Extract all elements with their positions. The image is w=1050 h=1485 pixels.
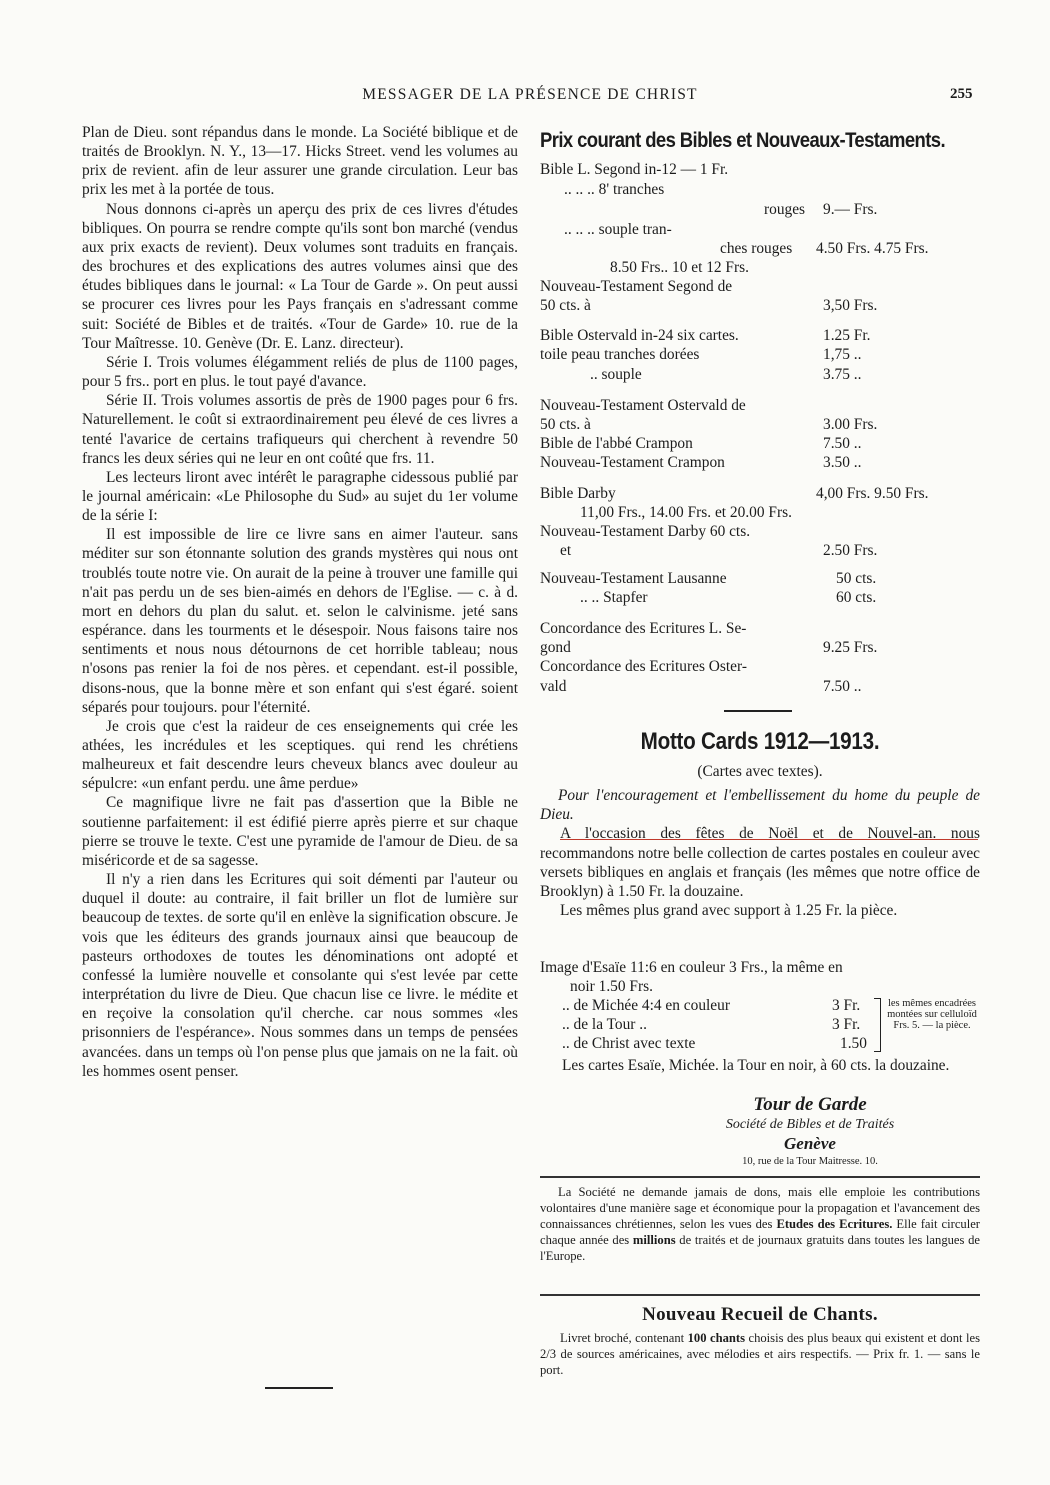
price-line: Bible de l'abbé Crampon: [540, 435, 693, 452]
signature-block: [640, 1094, 980, 1167]
paragraph: Ce magnifique livre ne fait pas d'assertion que la Bible ne soutienne parfaitement: il est édifié pierre après pierre et sur chaque pierre se trouve le texte. C'est une pyramide de l'amour de Dieu. de sa miséricorde et de sa sagesse.: [82, 794, 518, 869]
left-column: [82, 123, 518, 1081]
image-list: [540, 958, 980, 1052]
price-value: 3,50 Frs.: [823, 297, 878, 314]
price-value: 9.25 Frs.: [823, 639, 878, 656]
notice-text: de traités et de journaux gratuits dans toutes les langues de l'Europe.: [540, 1233, 980, 1263]
price-line: Bible L. Segond in-12 — 1 Fr.: [540, 161, 729, 178]
price-list-heading-wrap: [540, 128, 980, 157]
signature-name: Tour de Garde: [753, 1094, 867, 1115]
price-value: 50 cts.: [836, 570, 877, 587]
signature-society: Société de Bibles et de Traités: [725, 1117, 895, 1132]
notice-text: La Société ne demande jamais de dons, mais elle emploie les contributions volontaires d'une manière sage et économique pour la propagation et l'avancement des connaissances chrétiennes, selon les vues des: [540, 1185, 980, 1231]
end-rule: [265, 1387, 333, 1389]
price-line: Nouveau-Testament Darby 60 cts.: [540, 523, 751, 540]
notice: [540, 1184, 980, 1264]
price-line: et: [560, 542, 572, 559]
paragraph: Plan de Dieu. sont répandus dans le monde. La Société biblique et de traités de Brooklyn. N. Y., 13—17. Hicks Street. vend les volumes au prix de revient. afin de leur assurer une grande circulation. Leur bas prix les met à la portée de tous.: [82, 124, 518, 199]
price-value: 3.75 ..: [823, 366, 862, 383]
notice-emphasis: Etudes des Ecritures.: [776, 1217, 893, 1231]
price-value: 3.50 ..: [823, 454, 862, 471]
price-line: .. .. Stapfer: [580, 589, 648, 606]
paragraph: Je crois que c'est la raideur de ces enseignements qui crée les athées, les incrédules et les sceptiques. qui rend les chrétiens malheureux et fait descendre leurs cheveux blancs avec douleur au sépulcre: «un enfant perdu. une âme perdue»: [82, 717, 518, 793]
price-line: vald: [540, 678, 567, 695]
motto-subtitle: (Cartes avec textes).: [697, 763, 823, 780]
price-line: .. .. .. 8' tranches: [564, 181, 665, 198]
price-value: 1.25 Fr.: [823, 327, 871, 344]
price-line: 50 cts. à: [540, 416, 591, 433]
signature-city: Genève: [784, 1134, 836, 1153]
page-number: 255: [950, 86, 973, 102]
price-line: gond: [540, 639, 571, 656]
price-line: Bible Darby: [540, 485, 616, 502]
notice-top-rule: [540, 1176, 980, 1178]
recueil-text-part: Livret broché, contenant: [560, 1331, 688, 1345]
price-value: 2.50 Frs.: [823, 542, 878, 559]
motto-title: Motto Cards 1912—1913.: [640, 728, 880, 755]
notice-emphasis: millions: [632, 1233, 676, 1247]
price-line: Concordance des Ecritures Oster-: [540, 658, 747, 675]
price-line: .. .. .. souple tran-: [564, 221, 672, 238]
price-line: 50 cts. à: [540, 297, 591, 314]
image-line: Image d'Esaïe 11:6 en couleur 3 Frs., la même en: [540, 959, 843, 976]
price-line: 8.50 Frs.. 10 et 12 Frs.: [610, 259, 749, 276]
image-line: .. de la Tour ..: [562, 1016, 647, 1033]
paragraph: Il est impossible de lire ce livre sans en aimer l'auteur. sans méditer sur son étonnante solution des grands mystères qui nous ont troublés toute notre vie. On aurait de la peine à trouver une famille qui n'ait pas perdu un de ses bien-aimés en dehors de l'Eglise. — c. à d. mort en dehors du plan du salut. et. selon le calvinisme. jeté sans espérance. dans les tourments et le désespoir. Nous faisons taire nos sentiments et nous nous détournons de cet horrible tableau; nous n'osons pas renier la foi de nos pères. et cependant. est-il possible, disons-nous, que la bonne mère et son enfant qui s'est égaré. soient séparés pour toujours. pour l'éternité.: [82, 526, 518, 716]
price-line: .. souple: [590, 366, 642, 383]
price-line: Nouveau-Testament Ostervald de: [540, 397, 746, 414]
recueil-emphasis: 100 chants: [687, 1331, 745, 1345]
price-line: Nouveau-Testament Segond de: [540, 278, 733, 295]
motto-title-wrap: [540, 728, 980, 756]
price-value: 4.50 Frs. 4.75 Frs.: [816, 240, 929, 257]
motto-intro: Pour l'encouragement et l'embellissement du home du peuple de Dieu.: [540, 787, 980, 824]
price-line: rouges: [764, 201, 806, 218]
paragraph: Les lecteurs liront avec intérêt le paragraphe cidessous publié par le journal américain: «Le Philosophe du Sud» au sujet du 1er volume de la série I:: [82, 468, 518, 525]
motto-paragraph: A l'occasion des fêtes de Noël et de Nouvel-an. nous recommandons notre belle collection de cartes postales en couleur avec versets bibliques en anglais et français (les mêmes que notre office de Brooklyn) à 1.50 Fr. la douzaine.: [540, 825, 980, 900]
notice-bottom-rule: [540, 1294, 980, 1296]
price-value: 9.— Frs.: [823, 201, 878, 218]
recueil-text: [540, 1330, 980, 1378]
price-value: 60 cts.: [836, 589, 877, 606]
motto-paragraph: Les mêmes plus grand avec support à 1.25 Fr. la pièce.: [560, 902, 898, 920]
image-price: 1.50: [840, 1035, 867, 1052]
signature-address: 10, rue de la Tour Maitresse. 10.: [742, 1156, 878, 1167]
paragraph: Série I. Trois volumes élégamment reliés de plus de 1100 pages, pour 5 frs.. port en plus. le tout payé d'avance.: [82, 353, 518, 391]
motto-closing: [540, 1056, 980, 1075]
price-value: 1,75 ..: [823, 346, 862, 363]
red-underline: [560, 839, 978, 840]
price-value: 7.50 ..: [823, 678, 862, 695]
paragraph: Nous donnons ci-après un aperçu des prix de ces livres d'études bibliques. On pourra se rendre compte qu'ils sont bon marché (vendus aux prix exacts de revient). Deux volumes sont traduits en français. des brochures et des explications des autres volumes ainsi que des études bibliques dans le journal: « La Tour de Garde ». On peut aussi se procurer ces livres pour les Pays français en s'adressant comme suit: Société de Bibles et de traités. «Tour de Garde» 10. rue de la Tour Maîtresse. 10. Genève (Dr. E. Lanz. directeur).: [82, 200, 518, 352]
paragraph: Série II. Trois volumes assortis de près de 1900 pages pour 6 frs. Naturellement. le coût si extraordinairement peu élevé de ces livres a tenté l'avarice de certains trafiqueurs qui cherchent à revendre 50 francs les deux séries qui ne leur en ont coûté que frs. 11.: [82, 392, 518, 467]
image-price: 3 Fr.: [832, 1016, 861, 1033]
recueil-text-part: choisis des plus beaux qui existent et dont les 2/3 de sources américaines, avec mélodies et airs respectifs. — Prix fr. 1. — sans le port.: [540, 1331, 980, 1377]
paragraph: Il n'y a rien dans les Ecritures qui soit démenti par l'auteur ou duquel il doute: au contraire, il fait briller un flot de lumière sur beaucoup de textes. de sorte qu'il en enlève la signification obscure. Je vois que les éditeurs des grands journaux ainsi que beaucoup de pasteurs orthodoxes de toutes les dénominations ont adopté et confessé la lumière nouvelle et consolante qui s'est levée par cette interprétation du livre de Dieu. Que chacun lise ce livre. le médite et en reçoive la consolation qu'il cherche. car nous sommes «les prisonniers de l'espérance». Nous sommes dans un temps de pensées avancées. dans un temps où l'on pense plus que jamais on ne la fait. où les hommes osent penser.: [82, 871, 518, 1080]
price-line: Bible Ostervald in-24 six cartes.: [540, 327, 739, 344]
recueil-title: Nouveau Recueil de Chants.: [642, 1304, 878, 1325]
image-price: 3 Fr.: [832, 997, 861, 1014]
bracket-note: les mêmes encadrées montées sur celluloïd Frs. 5. — la pièce.: [887, 998, 977, 1031]
price-line: toile peau tranches dorées: [540, 346, 700, 363]
price-value: 7.50 ..: [823, 435, 862, 452]
price-list-title: Prix courant des Bibles et Nouveaux-Testaments.: [540, 128, 945, 152]
price-line: 11,00 Frs., 14.00 Frs. et 20.00 Frs.: [580, 504, 792, 521]
price-line: ches rouges: [720, 240, 793, 257]
motto-paragraph: Les cartes Esaïe, Michée. la Tour en noir, à 60 cts. la douzaine.: [562, 1057, 950, 1074]
notice-text: Elle fait circuler chaque année des: [540, 1217, 980, 1247]
price-line: Concordance des Ecritures L. Se-: [540, 620, 747, 637]
section-rule: [724, 710, 792, 712]
running-title: MESSAGER DE LA PRÉSENCE DE CHRIST: [362, 86, 698, 103]
price-list: [540, 160, 980, 700]
image-line: .. de Christ avec texte: [562, 1035, 696, 1052]
price-value: 4,00 Frs. 9.50 Frs.: [816, 485, 929, 502]
price-line: Nouveau-Testament Crampon: [540, 454, 725, 471]
recueil-section: [540, 1304, 980, 1378]
page-header: [0, 86, 1050, 110]
image-line: noir 1.50 Frs.: [570, 978, 653, 995]
image-line: .. de Michée 4:4 en couleur: [562, 997, 730, 1014]
bracket: [874, 998, 881, 1052]
price-value: 3.00 Frs.: [823, 416, 878, 433]
motto-section: [540, 762, 980, 920]
price-line: Nouveau-Testament Lausanne: [540, 570, 727, 587]
